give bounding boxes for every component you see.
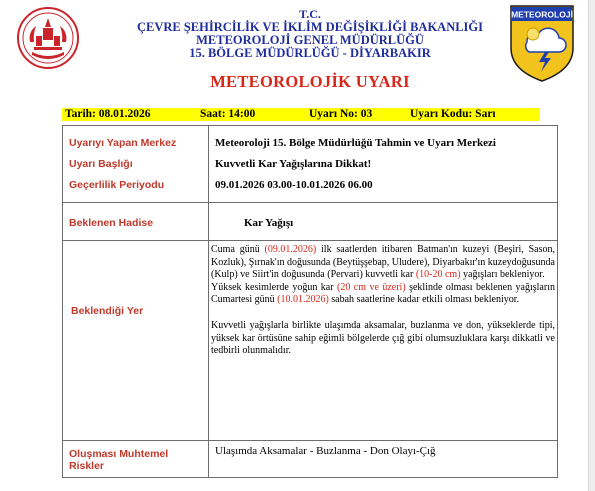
- warning-date: Tarih: 08.01.2026: [65, 108, 151, 120]
- table-row-event: [63, 203, 558, 241]
- header-tc: T.C.: [299, 7, 321, 21]
- location-paragraph-2: Yüksek kesimlerde yoğun kar (20 cm ve üzeri) şeklinde olması beklenen yağışların Cumartesi günü (10.01.2026) sabah saatlerine kadar etkili olması bekleniyor.: [211, 281, 555, 306]
- possible-risks-value: Ulaşımda Aksamalar - Buzlanma - Don Olayı-Çığ: [215, 445, 436, 457]
- expected-event-value: Kar Yağışı: [244, 217, 294, 229]
- location-paragraph-1: Cuma günü (09.01.2026) ilk saatlerden itibaren Batman'ın kuzeyi (Beşiri, Sason, Kozluk), Şırnak'ın doğusunda (Beytüşşebap, Uludere), Diyarbakır'ın kuzeydoğusunda (Kulp) ve Siirt'in doğusunda (Pervari) kuvvetli kar (10-20 cm) yağışları bekleniyor.: [211, 244, 556, 281]
- warning-table: [62, 125, 558, 478]
- document-title: METEOROLOJİK UYARI: [210, 72, 410, 91]
- validity-period-value: 09.01.2026 03.00-10.01.2026 06.00: [215, 179, 373, 191]
- warning-subject-value: Kuvvetli Kar Yağışlarına Dikkat!: [215, 158, 372, 170]
- validity-period-label: Geçerlilik Periyodu: [69, 179, 165, 191]
- expected-location-label: Beklendiği Yer: [71, 305, 144, 317]
- logo-text: METEOROLOJİ: [511, 9, 573, 20]
- meteorology-shield-logo: [509, 4, 575, 82]
- possible-risks-label-line1: Oluşması Muhtemel: [69, 448, 169, 460]
- warning-number: Uyarı No: 03: [309, 108, 373, 120]
- warning-info-bar: [62, 108, 540, 121]
- warning-subject-label: Uyarı Başlığı: [69, 158, 133, 170]
- header-regional-office: 15. BÖLGE MÜDÜRLÜĞÜ - DİYARBAKIR: [189, 46, 431, 60]
- issuing-center-label: Uyarıyı Yapan Merkez: [69, 137, 177, 149]
- issuing-center-value: Meteoroloji 15. Bölge Müdürlüğü Tahmin ve Uyarı Merkezi: [215, 137, 496, 149]
- header-ministry: ÇEVRE ŞEHİRCİLİK VE İKLİM DEĞİŞİKLİĞİ BAKANLIĞI: [136, 20, 484, 34]
- location-paragraph-3: Kuvvetli yağışlarla birlikte ulaşımda aksamalar, buzlanma ve don, yükseklerde tipi, yüksek kar örtüsüne sahip eğimli bölgelerde çığ gibi olumsuzluklara karşı dikkatli ve tedbirli olunmalıdır.: [211, 319, 555, 357]
- expected-location-description: [209, 241, 557, 358]
- expected-event-label: Beklenen Hadise: [69, 217, 154, 229]
- table-row-risks: [63, 441, 558, 478]
- warning-time: Saat: 14:00: [200, 108, 256, 120]
- possible-risks-label-line2: Riskler: [69, 460, 105, 472]
- ministry-emblem-logo: [16, 6, 80, 70]
- warning-code: Uyarı Kodu: Sarı: [410, 108, 496, 120]
- table-row-location: [63, 241, 558, 441]
- header-directorate: METEOROLOJİ GENEL MÜDÜRLÜĞÜ: [196, 33, 424, 47]
- table-row-header-info: [63, 126, 558, 203]
- page-edge: [588, 0, 595, 491]
